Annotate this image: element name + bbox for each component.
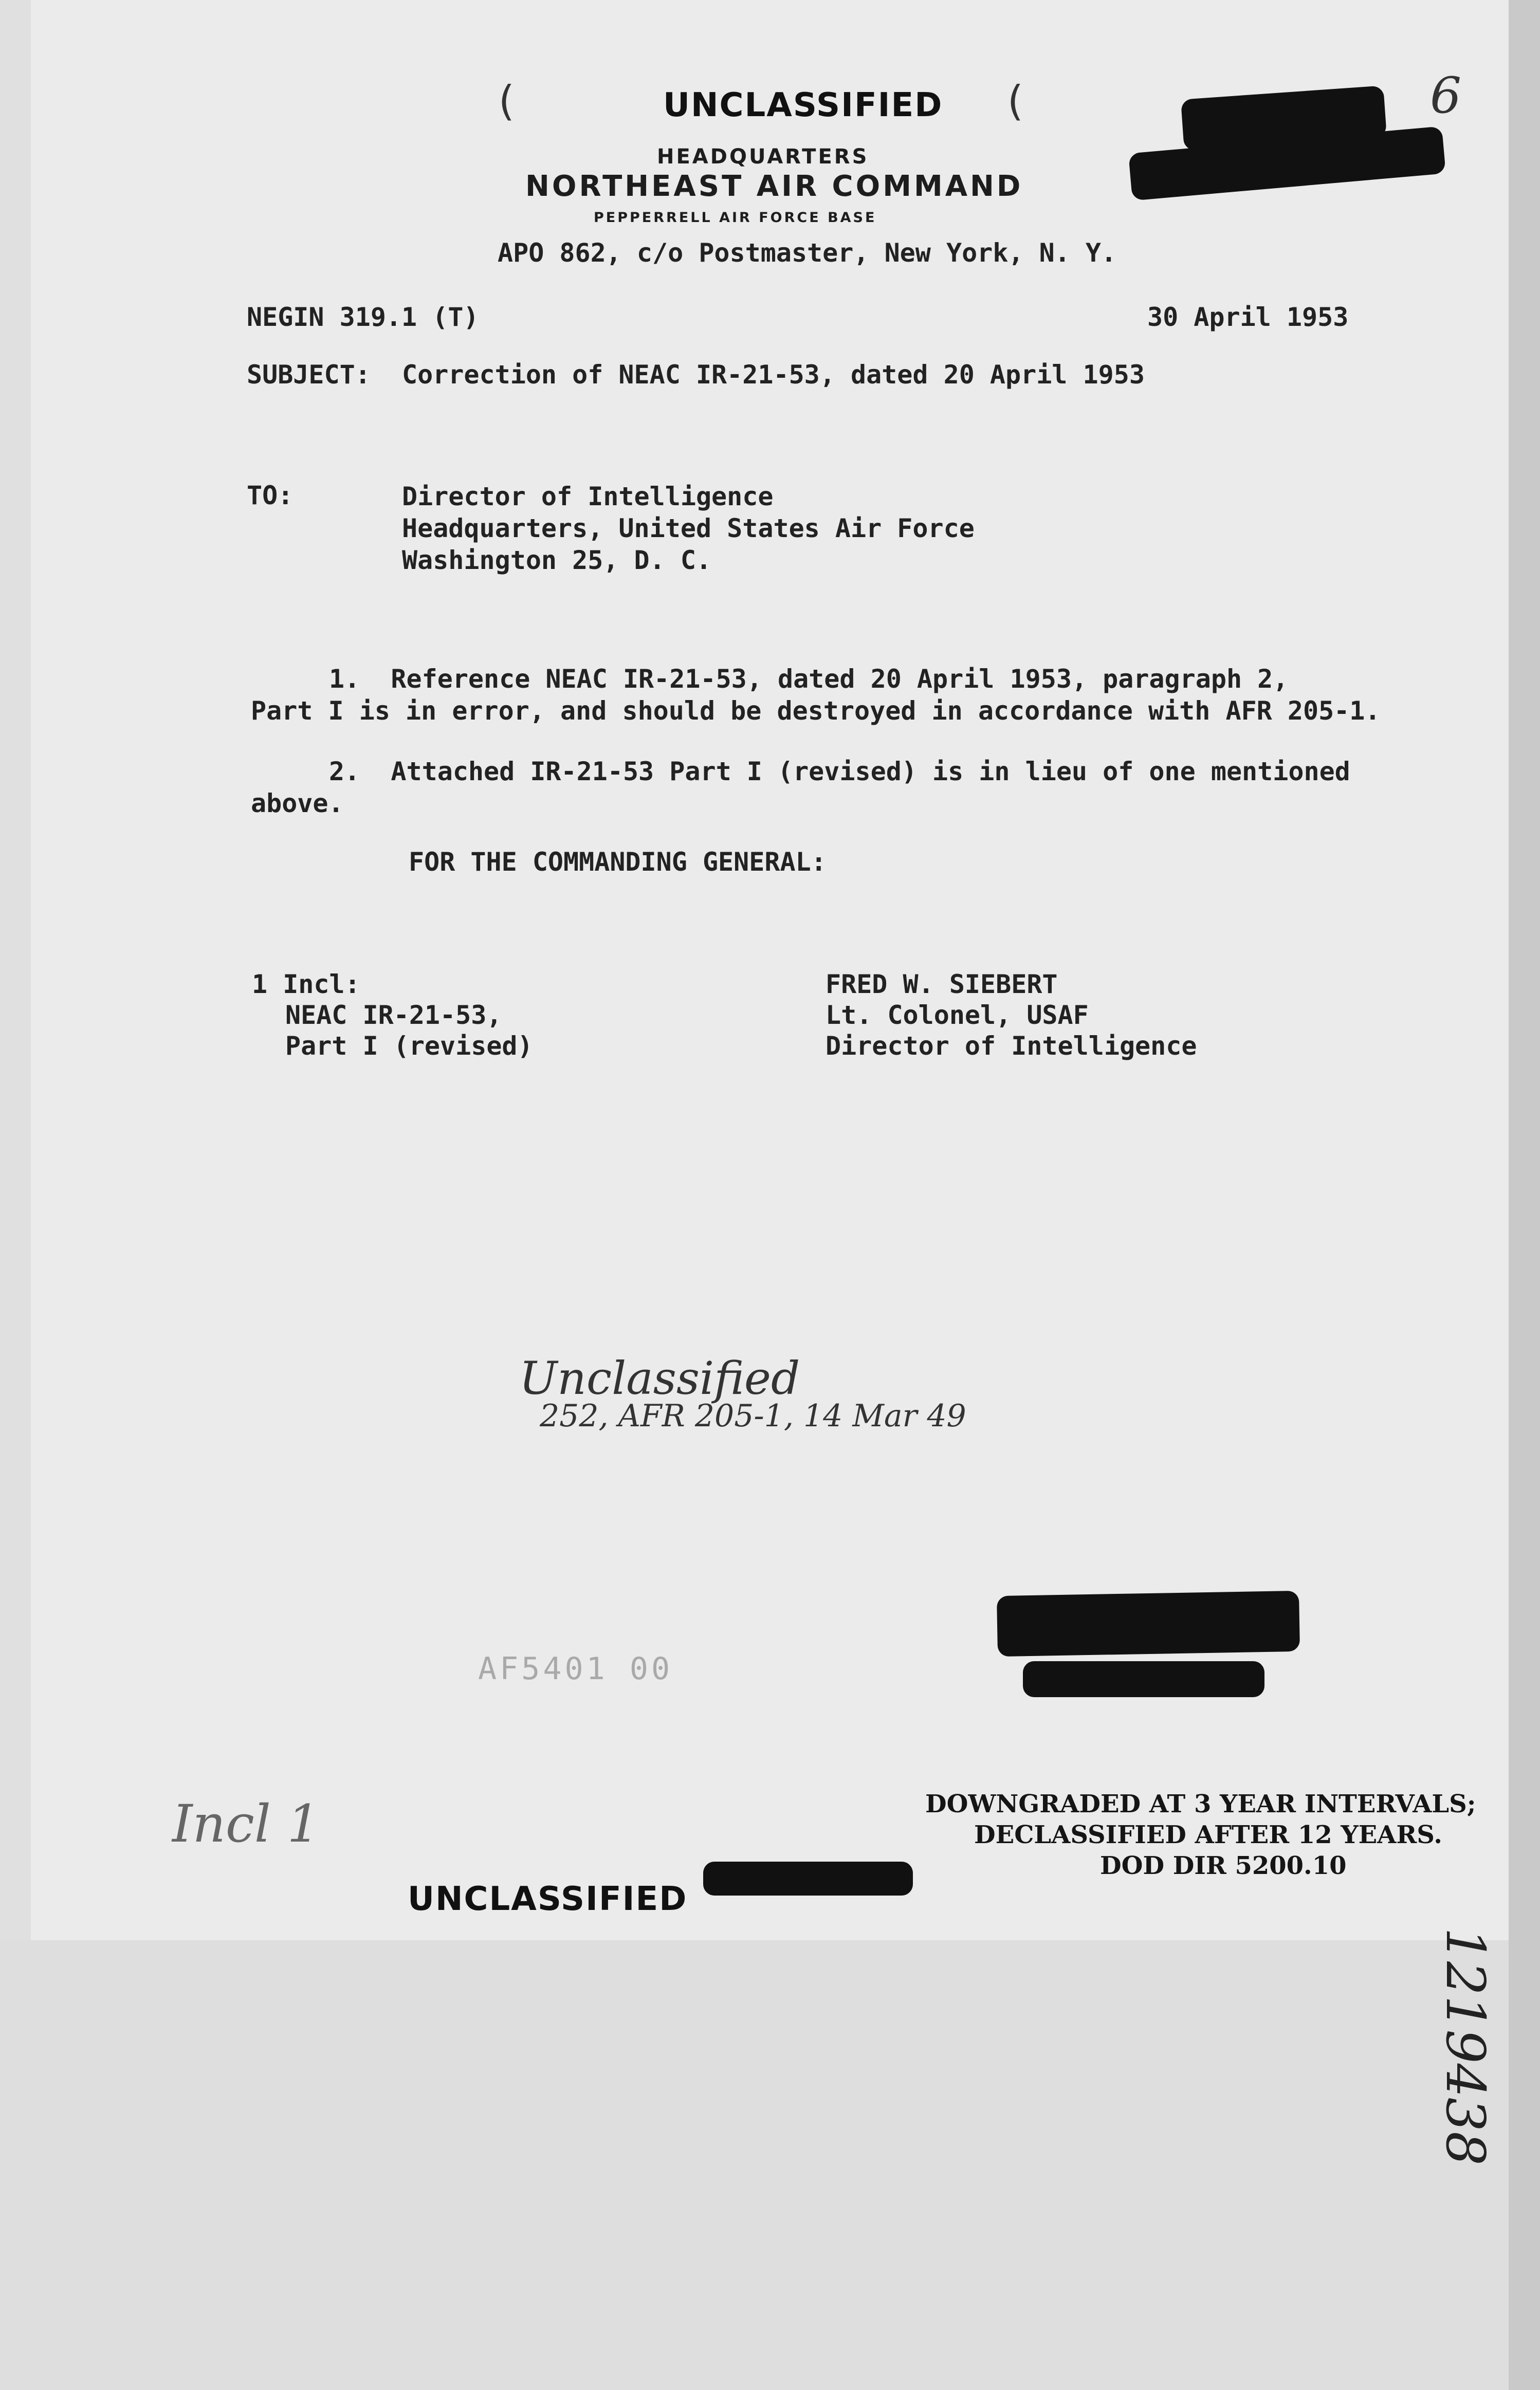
paragraph-1 [0, 663, 1381, 727]
to-label: TO: [247, 481, 294, 510]
addressee-line: Director of Intelligence [402, 482, 774, 511]
classification-top: UNCLASSIFIED [663, 86, 943, 124]
signer-rank: Lt. Colonel, USAF [826, 1000, 1089, 1030]
org-address: APO 862, c/o Postmaster, New York, N. Y. [498, 238, 1117, 268]
scan-right-edge [1509, 0, 1540, 2390]
org-base: PEPPERRELL AIR FORCE BASE [594, 210, 877, 226]
redaction-mid-2 [1023, 1661, 1264, 1697]
downgrade-line: DOD DIR 5200.10 [1100, 1851, 1347, 1880]
page-number: 6 [1430, 67, 1462, 124]
side-number: 1219438 [1434, 1927, 1497, 2166]
downgrade-notice [925, 1789, 1476, 1881]
handwritten-unclassified: Unclassified [519, 1352, 800, 1405]
bracket-left: ( [493, 77, 519, 125]
redaction-bottom [703, 1862, 913, 1896]
enclosure-line: Part I (revised) [285, 1031, 533, 1061]
org-command: NORTHEAST AIR COMMAND [525, 170, 1023, 203]
signer-name: FRED W. SIEBERT [826, 969, 1058, 999]
enclosure-block [0, 969, 533, 1061]
faint-stamp: AF5401 00 [478, 1651, 673, 1687]
signer-title: Director of Intelligence [826, 1031, 1197, 1061]
paragraph-2-line: above. [251, 788, 344, 818]
addressee-line: Washington 25, D. C. [402, 545, 712, 575]
paragraph-2 [0, 756, 1350, 819]
file-reference: NEGIN 319.1 (T) [247, 302, 479, 332]
for-commanding-general: FOR THE COMMANDING GENERAL: [409, 847, 827, 877]
classification-bottom: UNCLASSIFIED [408, 1880, 688, 1918]
downgrade-line: DECLASSIFIED AFTER 12 YEARS. [974, 1821, 1442, 1849]
handwritten-authority: 252, AFR 205-1, 14 Mar 49 [540, 1398, 966, 1434]
addressee-line: Headquarters, United States Air Force [402, 513, 975, 543]
memo-date: 30 April 1953 [1147, 302, 1349, 332]
downgrade-line: DOWNGRADED AT 3 YEAR INTERVALS; [925, 1790, 1476, 1818]
org-headquarters: HEADQUARTERS [657, 145, 869, 169]
paragraph-1-line: Part I is in error, and should be destroyed in accordance with AFR 205-1. [251, 696, 1381, 726]
paragraph-1-line: 1. Reference NEAC IR-21-53, dated 20 April 1953, paragraph 2, [329, 664, 1289, 694]
addressee-block [402, 481, 975, 576]
paragraph-2-line: 2. Attached IR-21-53 Part I (revised) is in lieu of one mentioned [329, 757, 1350, 786]
scan-bottom-area [0, 1940, 1509, 2390]
bracket-right: ( [1002, 77, 1028, 125]
subject-text: Correction of NEAC IR-21-53, dated 20 April 1953 [402, 360, 1145, 390]
signature-block [826, 969, 1197, 1061]
handwritten-incl: Incl 1 [172, 1794, 320, 1854]
redaction-mid-1 [997, 1591, 1300, 1657]
enclosure-line: 1 Incl: [252, 969, 360, 999]
enclosure-line: NEAC IR-21-53, [285, 1000, 502, 1030]
subject-label: SUBJECT: [247, 360, 371, 390]
